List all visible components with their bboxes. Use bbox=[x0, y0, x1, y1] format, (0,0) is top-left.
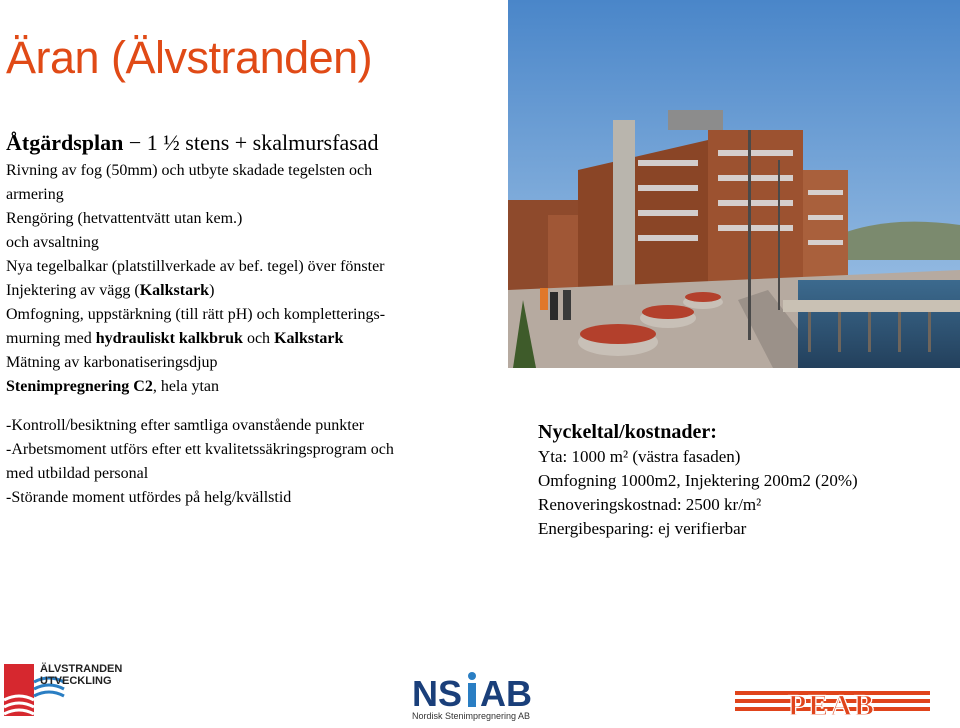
alvstranden-logo bbox=[4, 660, 124, 720]
alvstranden-line2: UTVECKLING bbox=[40, 675, 112, 687]
plan-line-run: och bbox=[242, 330, 275, 347]
note-line: med utbildad personal bbox=[6, 465, 149, 482]
key-figures bbox=[538, 419, 858, 541]
plan-line bbox=[6, 303, 385, 327]
plan-line-run: och avsaltning bbox=[6, 234, 99, 251]
plan-line bbox=[6, 159, 385, 183]
plan-line bbox=[6, 327, 385, 351]
key-line: Renoveringskostnad: 2500 kr/m² bbox=[538, 495, 762, 514]
note-line: -Arbetsmoment utförs efter ett kvalitetssäkringsprogram och bbox=[6, 441, 394, 458]
plan-line-run: armering bbox=[6, 186, 64, 203]
plan-heading-bold: Åtgärdsplan bbox=[6, 130, 124, 155]
nsab-right-text: AB bbox=[480, 673, 532, 714]
plan-line bbox=[6, 351, 385, 375]
plan-line-run: Injektering av vägg ( bbox=[6, 282, 140, 299]
plan-line bbox=[6, 255, 385, 279]
nsab-logo bbox=[412, 668, 532, 723]
plan-line-bold-run: Kalkstark bbox=[274, 330, 344, 347]
plan-line-bold-run: Kalkstark bbox=[139, 282, 210, 299]
plan-line bbox=[6, 207, 385, 231]
plan-line bbox=[6, 231, 385, 255]
nsab-figure-icon bbox=[468, 672, 476, 707]
plan-line-run: , hela ytan bbox=[152, 378, 220, 395]
plan-line bbox=[6, 375, 385, 399]
plan-line-run: ) bbox=[209, 282, 215, 299]
slide-title: Äran (Älvstranden) bbox=[6, 32, 373, 83]
plan-heading-rest: − 1 ½ stens + skalmursfasad bbox=[123, 130, 379, 155]
building-photo bbox=[508, 0, 960, 368]
peab-text: PEAB bbox=[787, 689, 877, 718]
plan-line-run: Mätning av karbonatiseringsdjup bbox=[6, 354, 218, 371]
alvstranden-line1: ÄLVSTRANDEN bbox=[40, 663, 123, 675]
note-line: -Störande moment utfördes på helg/kvällstid bbox=[6, 489, 292, 506]
key-line: Yta: 1000 m² (västra fasaden) bbox=[538, 447, 741, 466]
plan-line-run: Rengöring (hetvattentvätt utan kem.) bbox=[6, 210, 243, 227]
note-line: -Kontroll/besiktning efter samtliga ovanstående punkter bbox=[6, 417, 365, 434]
plan-line-bold-run: hydrauliskt kalkbruk bbox=[95, 330, 243, 347]
plan-line-run: Rivning av fog (50mm) och utbyte skadade tegelsten och bbox=[6, 162, 373, 179]
plan-line-run: Omfogning, uppstärkning (till rätt pH) och kompletterings- bbox=[6, 306, 386, 323]
plan-line bbox=[6, 183, 385, 207]
plan-line bbox=[6, 279, 385, 303]
peab-logo bbox=[735, 688, 930, 718]
plan-line-bold-run: Stenimpregnering C2 bbox=[6, 378, 153, 395]
key-line: Omfogning 1000m2, Injektering 200m2 (20%) bbox=[538, 471, 858, 490]
plan-lines bbox=[6, 159, 385, 399]
plan-heading bbox=[6, 130, 379, 156]
notes-block bbox=[6, 414, 394, 510]
nsab-subtitle: Nordisk Stenimpregnering AB bbox=[412, 711, 531, 721]
key-figures-heading: Nyckeltal/kostnader: bbox=[538, 421, 717, 443]
plan-line-run: Nya tegelbalkar (platstillverkade av bef. tegel) över fönster bbox=[6, 258, 385, 275]
nsab-left-text: NS bbox=[412, 673, 463, 714]
plan-line-run: murning med bbox=[6, 330, 96, 347]
key-line: Energibesparing: ej verifierbar bbox=[538, 519, 747, 538]
